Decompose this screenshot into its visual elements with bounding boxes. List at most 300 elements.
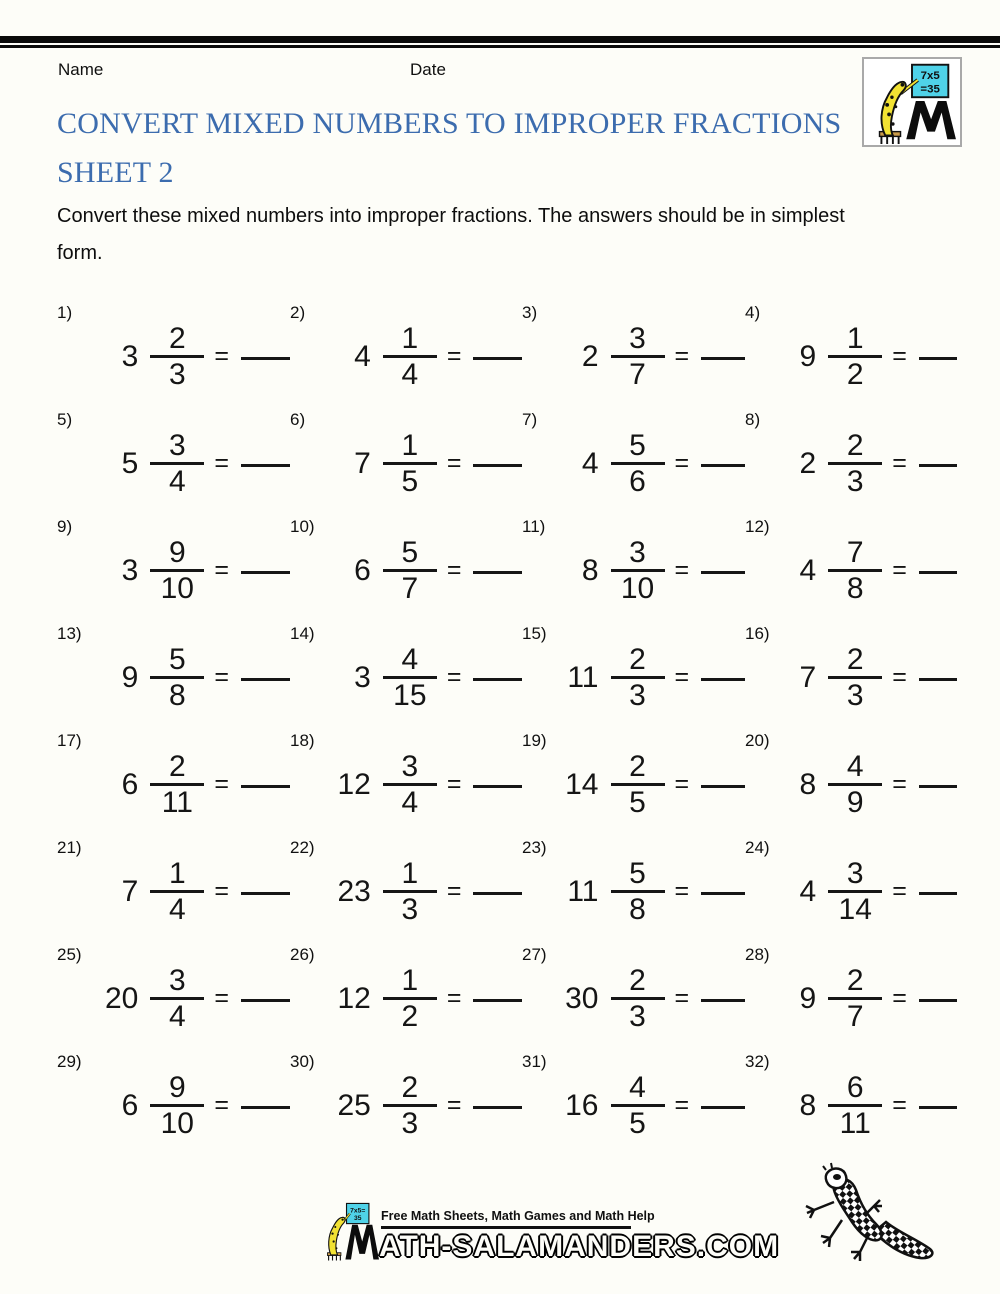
- problem: [57, 727, 290, 834]
- problem-number: 2): [290, 303, 306, 322]
- denominator: 4: [401, 786, 419, 819]
- denominator: 5: [629, 1107, 646, 1140]
- denominator: 3: [168, 358, 186, 391]
- problem-body: [558, 1072, 745, 1139]
- worksheet-title: [57, 99, 857, 197]
- equals-sign: =: [674, 984, 690, 1012]
- problem-body: [781, 323, 957, 390]
- fraction: [150, 1072, 204, 1139]
- answer-blank[interactable]: [241, 357, 290, 360]
- numerator: 3: [629, 536, 646, 569]
- problem-body: [781, 537, 957, 604]
- salamander-eye: [901, 83, 905, 87]
- problem: [745, 941, 957, 1048]
- equals-sign: =: [214, 342, 229, 370]
- answer-blank[interactable]: [473, 785, 522, 788]
- footer-divider: [381, 1226, 631, 1229]
- answer-blank[interactable]: [241, 571, 290, 574]
- denominator: 3: [401, 1107, 419, 1140]
- problem-body: [558, 965, 745, 1032]
- numerator: 9: [168, 536, 186, 569]
- problem: [290, 834, 522, 941]
- answer-blank[interactable]: [919, 785, 957, 788]
- problem-number: 12): [745, 517, 770, 536]
- whole-number: 12: [337, 767, 371, 801]
- whole-number: 14: [565, 767, 599, 801]
- problem-body: [558, 323, 745, 390]
- denominator: 10: [160, 572, 194, 605]
- numerator: 3: [629, 322, 646, 355]
- problem-number: 15): [522, 624, 547, 643]
- problem: [290, 727, 522, 834]
- whole-number: 4: [799, 553, 817, 587]
- fraction: [828, 751, 882, 818]
- answer-blank[interactable]: [919, 678, 957, 681]
- fraction: [383, 430, 437, 497]
- problem-number: 7): [522, 410, 538, 429]
- fraction: [611, 323, 665, 390]
- answer-blank[interactable]: [701, 892, 745, 895]
- denominator: 4: [168, 1000, 186, 1033]
- equals-sign: =: [892, 556, 907, 584]
- answer-blank[interactable]: [919, 999, 957, 1002]
- equals-sign: =: [674, 556, 690, 584]
- denominator: 3: [846, 679, 864, 712]
- equals-sign: =: [892, 342, 907, 370]
- chalkboard-line1: 7x5: [920, 70, 940, 83]
- problem-body: [326, 1072, 522, 1139]
- denominator: 11: [839, 1107, 871, 1140]
- equals-sign: =: [214, 984, 229, 1012]
- problem: [522, 406, 745, 513]
- whole-number: 3: [121, 339, 139, 373]
- fraction: [150, 537, 204, 604]
- answer-blank[interactable]: [241, 892, 290, 895]
- whole-number: 3: [121, 553, 139, 587]
- footer-logo: [323, 1199, 779, 1265]
- problem-body: [558, 537, 745, 604]
- problem-number: 1): [57, 303, 73, 322]
- equals-sign: =: [674, 342, 690, 370]
- fraction: [611, 965, 665, 1032]
- denominator: 8: [846, 572, 864, 605]
- footer-chalkboard-line1: 7x5=: [350, 1207, 366, 1215]
- numerator: 1: [401, 429, 419, 462]
- fraction: [611, 537, 665, 604]
- denominator: 11: [161, 786, 193, 819]
- problem: [290, 299, 522, 406]
- fraction: [150, 965, 204, 1032]
- problem: [290, 941, 522, 1048]
- denominator: 3: [629, 679, 646, 712]
- problem-number: 32): [745, 1052, 770, 1071]
- numerator: 1: [401, 322, 419, 355]
- problem-body: [326, 751, 522, 818]
- denominator: 6: [629, 465, 646, 498]
- numerator: 2: [629, 750, 646, 783]
- answer-blank[interactable]: [473, 678, 522, 681]
- problem-number: 22): [290, 838, 315, 857]
- denominator: 3: [846, 465, 864, 498]
- title-line2: SHEET 2: [57, 156, 174, 189]
- footer-tagline: Free Math Sheets, Math Games and Math Help: [381, 1209, 655, 1223]
- denominator: 3: [401, 893, 419, 926]
- problem: [57, 513, 290, 620]
- problem-number: 16): [745, 624, 770, 643]
- answer-blank[interactable]: [701, 464, 745, 467]
- title-line1: CONVERT MIXED NUMBERS TO IMPROPER FRACTIONS: [57, 107, 842, 140]
- problem-body: [326, 537, 522, 604]
- problem: [522, 620, 745, 727]
- denominator: 8: [168, 679, 186, 712]
- equals-sign: =: [214, 770, 229, 798]
- problem-body: [781, 751, 957, 818]
- whole-number: 2: [581, 339, 599, 373]
- problem-number: 26): [290, 945, 315, 964]
- denominator: 14: [838, 893, 872, 926]
- answer-blank[interactable]: [473, 892, 522, 895]
- numerator: 1: [168, 857, 186, 890]
- numerator: 3: [401, 750, 419, 783]
- problem-body: [326, 323, 522, 390]
- fraction: [828, 1072, 882, 1139]
- problem-number: 24): [745, 838, 770, 857]
- math-salamanders-logo-icon: [862, 57, 962, 147]
- answer-blank[interactable]: [701, 1106, 745, 1109]
- answer-blank[interactable]: [701, 999, 745, 1002]
- numerator: 1: [401, 964, 419, 997]
- denominator: 15: [393, 679, 427, 712]
- denominator: 10: [160, 1107, 194, 1140]
- footer-letter-m: [345, 1225, 379, 1260]
- equals-sign: =: [214, 556, 229, 584]
- whole-number: 9: [121, 660, 139, 694]
- chalkboard-line2: =35: [920, 83, 940, 96]
- numerator: 2: [846, 964, 864, 997]
- problem-number: 4): [745, 303, 761, 322]
- fraction: [383, 1072, 437, 1139]
- equals-sign: =: [446, 556, 462, 584]
- fraction: [150, 751, 204, 818]
- answer-blank[interactable]: [701, 678, 745, 681]
- problem-number: 5): [57, 410, 73, 429]
- numerator: 2: [629, 964, 646, 997]
- problem: [745, 513, 957, 620]
- answer-blank[interactable]: [919, 1106, 957, 1109]
- problem-body: [93, 430, 290, 497]
- problem: [290, 1048, 522, 1155]
- problem-body: [93, 1072, 290, 1139]
- problem-body: [558, 858, 745, 925]
- problem-number: 11): [522, 517, 546, 536]
- problem: [290, 406, 522, 513]
- fraction: [150, 323, 204, 390]
- problem-body: [326, 858, 522, 925]
- footer-site-name: ATH-SALAMANDERS.COM: [379, 1230, 780, 1263]
- fraction: [828, 644, 882, 711]
- fraction: [828, 323, 882, 390]
- problem: [522, 941, 745, 1048]
- fraction: [150, 430, 204, 497]
- whole-number: 8: [799, 767, 817, 801]
- problem: [57, 1048, 290, 1155]
- numerator: 4: [629, 1071, 646, 1104]
- checkered-lizard-icon: [790, 1160, 940, 1275]
- fraction: [150, 644, 204, 711]
- whole-number: 4: [799, 874, 817, 908]
- equals-sign: =: [446, 984, 462, 1012]
- denominator: 7: [846, 1000, 864, 1033]
- numerator: 2: [846, 429, 864, 462]
- whole-number: 6: [354, 553, 371, 587]
- equals-sign: =: [446, 770, 462, 798]
- problem-body: [781, 1072, 957, 1139]
- fraction: [383, 644, 437, 711]
- problem: [745, 620, 957, 727]
- problem-body: [93, 323, 290, 390]
- fraction: [611, 644, 665, 711]
- answer-blank[interactable]: [473, 1106, 522, 1109]
- whole-number: 30: [565, 981, 599, 1015]
- numerator: 5: [401, 536, 419, 569]
- whole-number: 8: [581, 553, 599, 587]
- problem-number: 19): [522, 731, 547, 750]
- answer-blank[interactable]: [919, 571, 957, 574]
- equals-sign: =: [892, 449, 907, 477]
- problem-body: [93, 644, 290, 711]
- answer-blank[interactable]: [241, 678, 290, 681]
- numerator: 2: [629, 643, 646, 676]
- denominator: 8: [629, 893, 646, 926]
- denominator: 3: [629, 1000, 646, 1033]
- equals-sign: =: [446, 449, 462, 477]
- fraction: [611, 858, 665, 925]
- fraction: [828, 537, 882, 604]
- answer-blank[interactable]: [241, 999, 290, 1002]
- fraction: [150, 858, 204, 925]
- equals-sign: =: [892, 770, 907, 798]
- problem-number: 18): [290, 731, 315, 750]
- logo-letter-m: [906, 101, 956, 139]
- equals-sign: =: [446, 663, 462, 691]
- numerator: 3: [168, 964, 186, 997]
- problem-number: 6): [290, 410, 306, 429]
- problem-number: 31): [522, 1052, 547, 1071]
- problem: [290, 513, 522, 620]
- numerator: 2: [168, 322, 186, 355]
- numerator: 9: [168, 1071, 186, 1104]
- answer-blank[interactable]: [241, 785, 290, 788]
- denominator: 4: [168, 465, 186, 498]
- answer-blank[interactable]: [473, 571, 522, 574]
- salamander-logo-graphic: [864, 59, 960, 145]
- equals-sign: =: [446, 1091, 462, 1119]
- numerator: 1: [401, 857, 419, 890]
- equals-sign: =: [674, 449, 690, 477]
- problem-number: 30): [290, 1052, 315, 1071]
- problem: [745, 1048, 957, 1155]
- whole-number: 12: [337, 981, 371, 1015]
- fraction: [383, 751, 437, 818]
- whole-number: 7: [799, 660, 817, 694]
- numerator: 5: [629, 857, 646, 890]
- numerator: 6: [846, 1071, 864, 1104]
- footer-chalkboard-line2: 35: [353, 1215, 362, 1223]
- whole-number: 20: [104, 981, 139, 1015]
- answer-blank[interactable]: [919, 357, 957, 360]
- answer-blank[interactable]: [473, 464, 522, 467]
- instructions-text: Convert these mixed numbers into improper fractions. The answers should be in simplest form.: [57, 205, 845, 264]
- problem-body: [93, 537, 290, 604]
- whole-number: 2: [799, 446, 817, 480]
- denominator: 10: [620, 572, 655, 605]
- problem-number: 10): [290, 517, 315, 536]
- problem-number: 14): [290, 624, 315, 643]
- problem-body: [93, 751, 290, 818]
- fraction: [828, 965, 882, 1032]
- whole-number: 4: [581, 446, 599, 480]
- equals-sign: =: [892, 984, 907, 1012]
- problem-body: [781, 965, 957, 1032]
- answer-blank[interactable]: [701, 357, 745, 360]
- equals-sign: =: [674, 663, 690, 691]
- equals-sign: =: [214, 449, 229, 477]
- fraction: [828, 858, 882, 925]
- whole-number: 5: [121, 446, 139, 480]
- problem-number: 8): [745, 410, 761, 429]
- problem-number: 27): [522, 945, 547, 964]
- problem: [57, 406, 290, 513]
- answer-blank[interactable]: [473, 357, 522, 360]
- numerator: 4: [401, 643, 419, 676]
- answer-blank[interactable]: [701, 571, 745, 574]
- answer-blank[interactable]: [701, 785, 745, 788]
- whole-number: 7: [121, 874, 139, 908]
- problem: [57, 299, 290, 406]
- salamander-body: [881, 82, 905, 136]
- whole-number: 16: [565, 1088, 599, 1122]
- problem-body: [558, 644, 745, 711]
- numerator: 4: [846, 750, 864, 783]
- problem-body: [93, 858, 290, 925]
- problem: [522, 834, 745, 941]
- equals-sign: =: [674, 770, 690, 798]
- equals-sign: =: [892, 663, 907, 691]
- problems-grid: [57, 299, 957, 1155]
- problem-body: [781, 644, 957, 711]
- whole-number: 9: [799, 339, 817, 373]
- problem: [57, 941, 290, 1048]
- whole-number: 6: [121, 767, 139, 801]
- fraction: [611, 1072, 665, 1139]
- whole-number: 7: [354, 446, 371, 480]
- problem: [745, 406, 957, 513]
- equals-sign: =: [214, 877, 229, 905]
- whole-number: 9: [799, 981, 817, 1015]
- problem: [290, 620, 522, 727]
- problem: [745, 727, 957, 834]
- denominator: 4: [401, 358, 419, 391]
- fraction: [383, 537, 437, 604]
- problem: [57, 620, 290, 727]
- answer-blank[interactable]: [919, 892, 957, 895]
- answer-blank[interactable]: [241, 1106, 290, 1109]
- problem: [522, 727, 745, 834]
- problem-number: 3): [522, 303, 538, 322]
- numerator: 2: [168, 750, 186, 783]
- denominator: 2: [846, 358, 864, 391]
- denominator: 7: [401, 572, 419, 605]
- denominator: 5: [401, 465, 419, 498]
- problem-number: 17): [57, 731, 82, 750]
- page-top-rule: [0, 36, 1000, 48]
- problem-number: 28): [745, 945, 770, 964]
- problem-body: [781, 430, 957, 497]
- problem-number: 29): [57, 1052, 82, 1071]
- whole-number: 4: [354, 339, 371, 373]
- date-label: Date: [410, 60, 446, 79]
- problem: [522, 1048, 745, 1155]
- problem-body: [558, 430, 745, 497]
- problem-number: 25): [57, 945, 82, 964]
- problem-body: [558, 751, 745, 818]
- denominator: 2: [401, 1000, 419, 1033]
- problem-body: [326, 965, 522, 1032]
- whole-number: 3: [354, 660, 371, 694]
- fraction: [611, 430, 665, 497]
- problem: [522, 299, 745, 406]
- problem-number: 21): [57, 838, 82, 857]
- equals-sign: =: [892, 877, 907, 905]
- numerator: 1: [846, 322, 864, 355]
- fraction: [383, 323, 437, 390]
- numerator: 2: [846, 643, 864, 676]
- problem: [57, 834, 290, 941]
- problem: [745, 299, 957, 406]
- whole-number: 11: [567, 874, 599, 908]
- denominator: 9: [846, 786, 864, 819]
- footer-text-block: [381, 1199, 779, 1264]
- whole-number: 6: [121, 1088, 139, 1122]
- answer-blank[interactable]: [241, 464, 290, 467]
- problem-body: [326, 430, 522, 497]
- numerator: 3: [168, 429, 186, 462]
- denominator: 5: [629, 786, 646, 819]
- footer-salamander-icon: [323, 1199, 379, 1265]
- problem-number: 23): [522, 838, 547, 857]
- equals-sign: =: [892, 1091, 907, 1119]
- fraction: [611, 751, 665, 818]
- whole-number: 11: [567, 660, 599, 694]
- problem-number: 13): [57, 624, 82, 643]
- answer-blank[interactable]: [473, 999, 522, 1002]
- numerator: 3: [846, 857, 864, 890]
- equals-sign: =: [674, 877, 690, 905]
- numerator: 5: [629, 429, 646, 462]
- problem-number: 20): [745, 731, 770, 750]
- problem-number: 9): [57, 517, 73, 536]
- numerator: 7: [846, 536, 864, 569]
- numerator: 2: [401, 1071, 419, 1104]
- answer-blank[interactable]: [919, 464, 957, 467]
- problem-body: [326, 644, 522, 711]
- problem-body: [93, 965, 290, 1032]
- equals-sign: =: [674, 1091, 690, 1119]
- denominator: 4: [168, 893, 186, 926]
- problem: [522, 513, 745, 620]
- denominator: 7: [629, 358, 646, 391]
- fraction: [383, 858, 437, 925]
